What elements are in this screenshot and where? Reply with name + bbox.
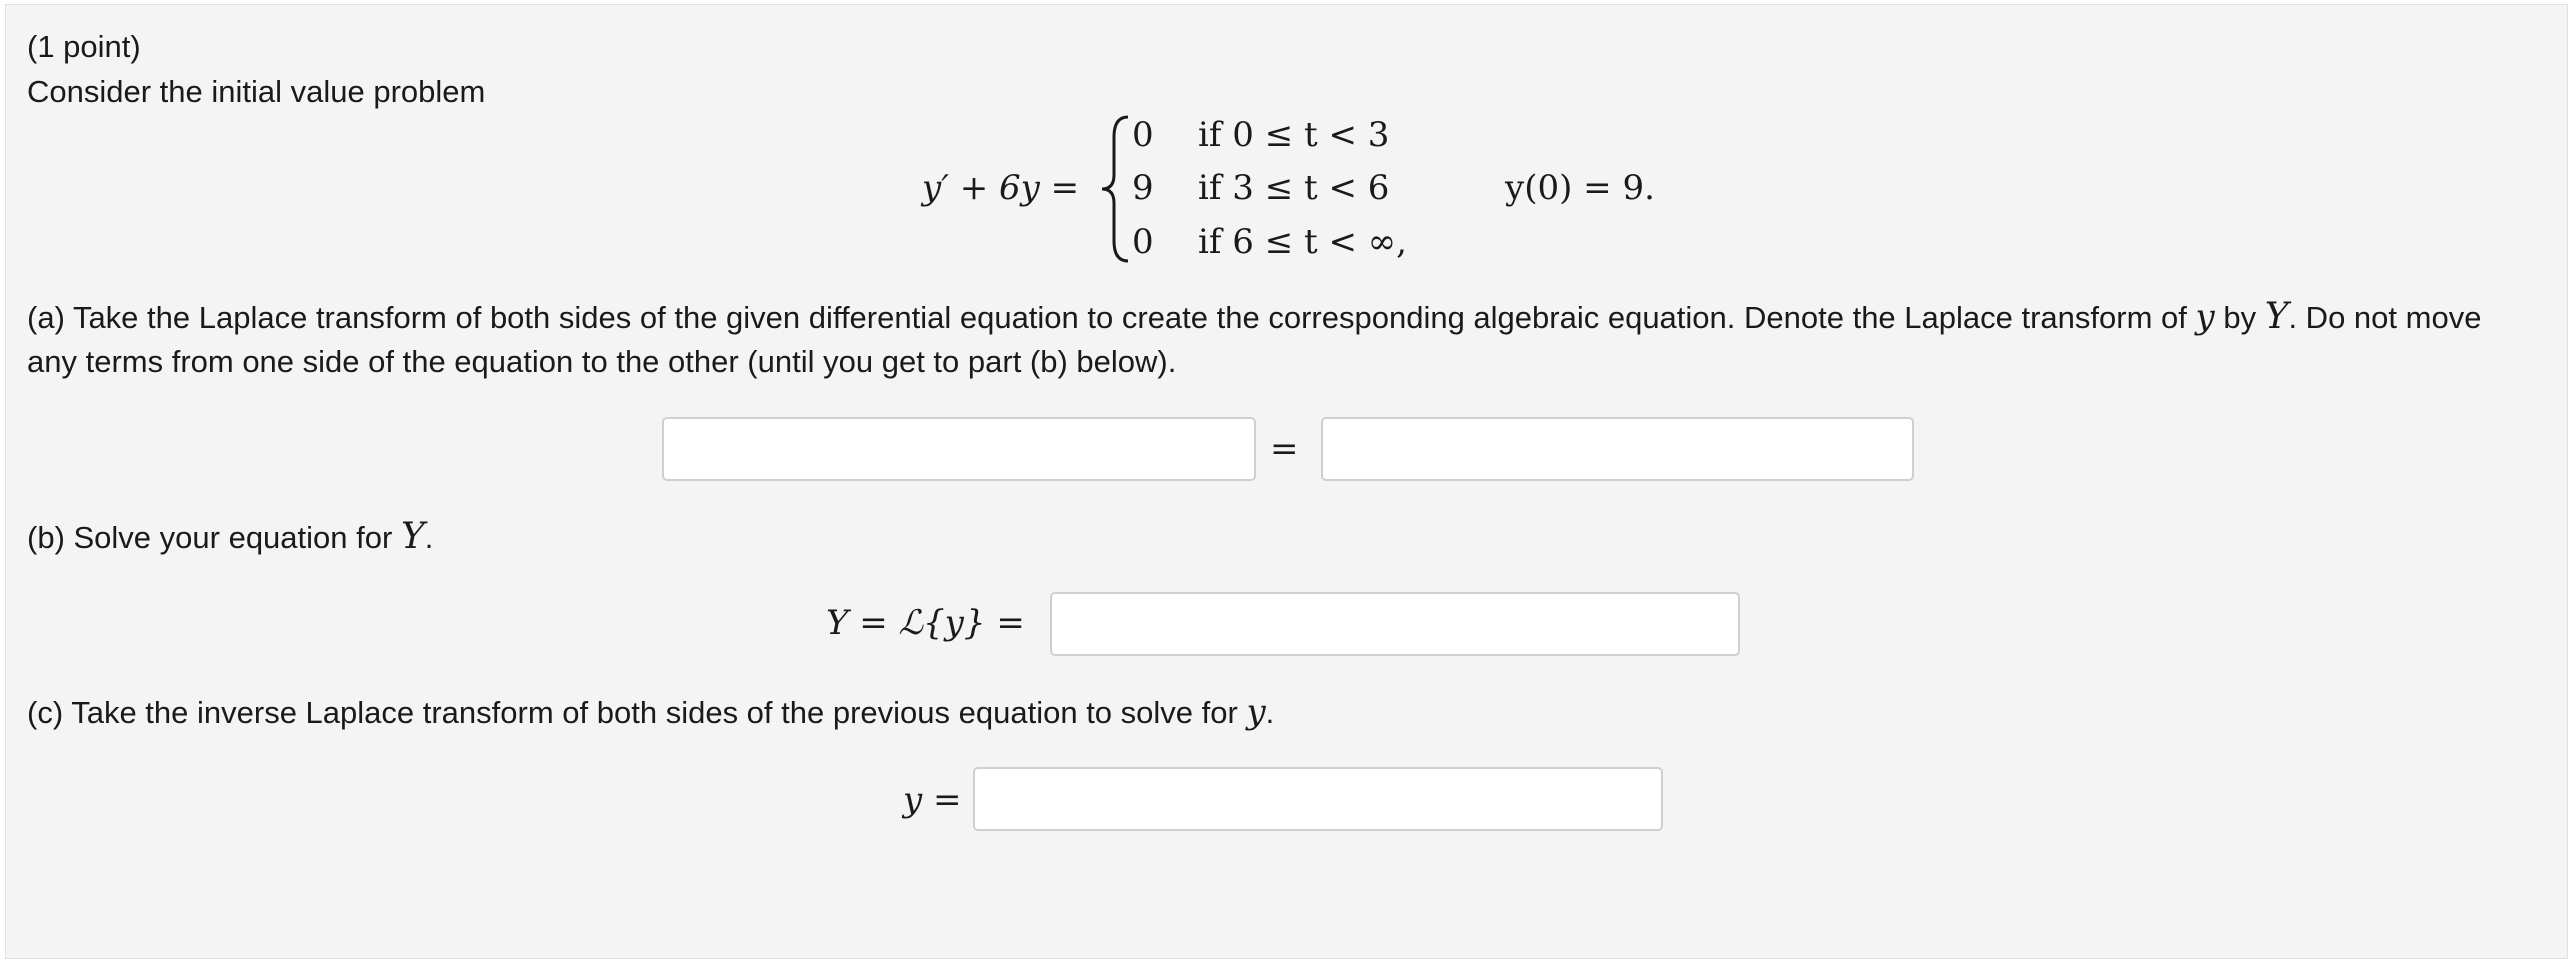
part-c-answer-input[interactable]	[973, 767, 1663, 831]
left-brace-icon	[1098, 113, 1132, 265]
part-c-label: (c) Take the inverse Laplace transform of both sides of the previous equation to solve for y.	[27, 692, 1275, 732]
part-a-rhs-input[interactable]	[1321, 417, 1914, 481]
problem-intro: Consider the initial value problem	[27, 74, 486, 109]
case-1-value: 0	[1132, 115, 1154, 155]
part-b-answer-input[interactable]	[1050, 592, 1740, 656]
part-a-equals: =	[1270, 429, 1299, 469]
case-3-condition: if 6 ≤ t < ∞,	[1198, 222, 1407, 262]
part-b-equation-label: Y = ℒ{y} =	[826, 603, 1025, 643]
part-a-lhs-input[interactable]	[662, 417, 1256, 481]
case-1-condition: if 0 ≤ t < 3	[1198, 115, 1390, 155]
part-c-equation-label: y =	[903, 780, 962, 820]
case-2-value: 9	[1132, 168, 1154, 208]
ode-lhs: y′ + 6y =	[922, 168, 1080, 208]
initial-condition: y(0) = 9.	[1505, 168, 1655, 208]
var-Y: Y	[2264, 296, 2289, 337]
var-y: y	[2195, 297, 2215, 337]
case-2-condition: if 3 ≤ t < 6	[1198, 168, 1390, 208]
part-b-label: (b) Solve your equation for Y.	[27, 516, 434, 557]
case-3-value: 0	[1132, 222, 1154, 262]
points-label: (1 point)	[27, 29, 141, 64]
part-a-line2: any terms from one side of the equation to the other (until you get to part (b) below).	[27, 344, 1177, 379]
part-a-line1: (a) Take the Laplace transform of both sides of the given differential equation to create the corresponding algebraic equation. Denote the Laplace transform of y by Y. Do not move	[27, 296, 2482, 337]
